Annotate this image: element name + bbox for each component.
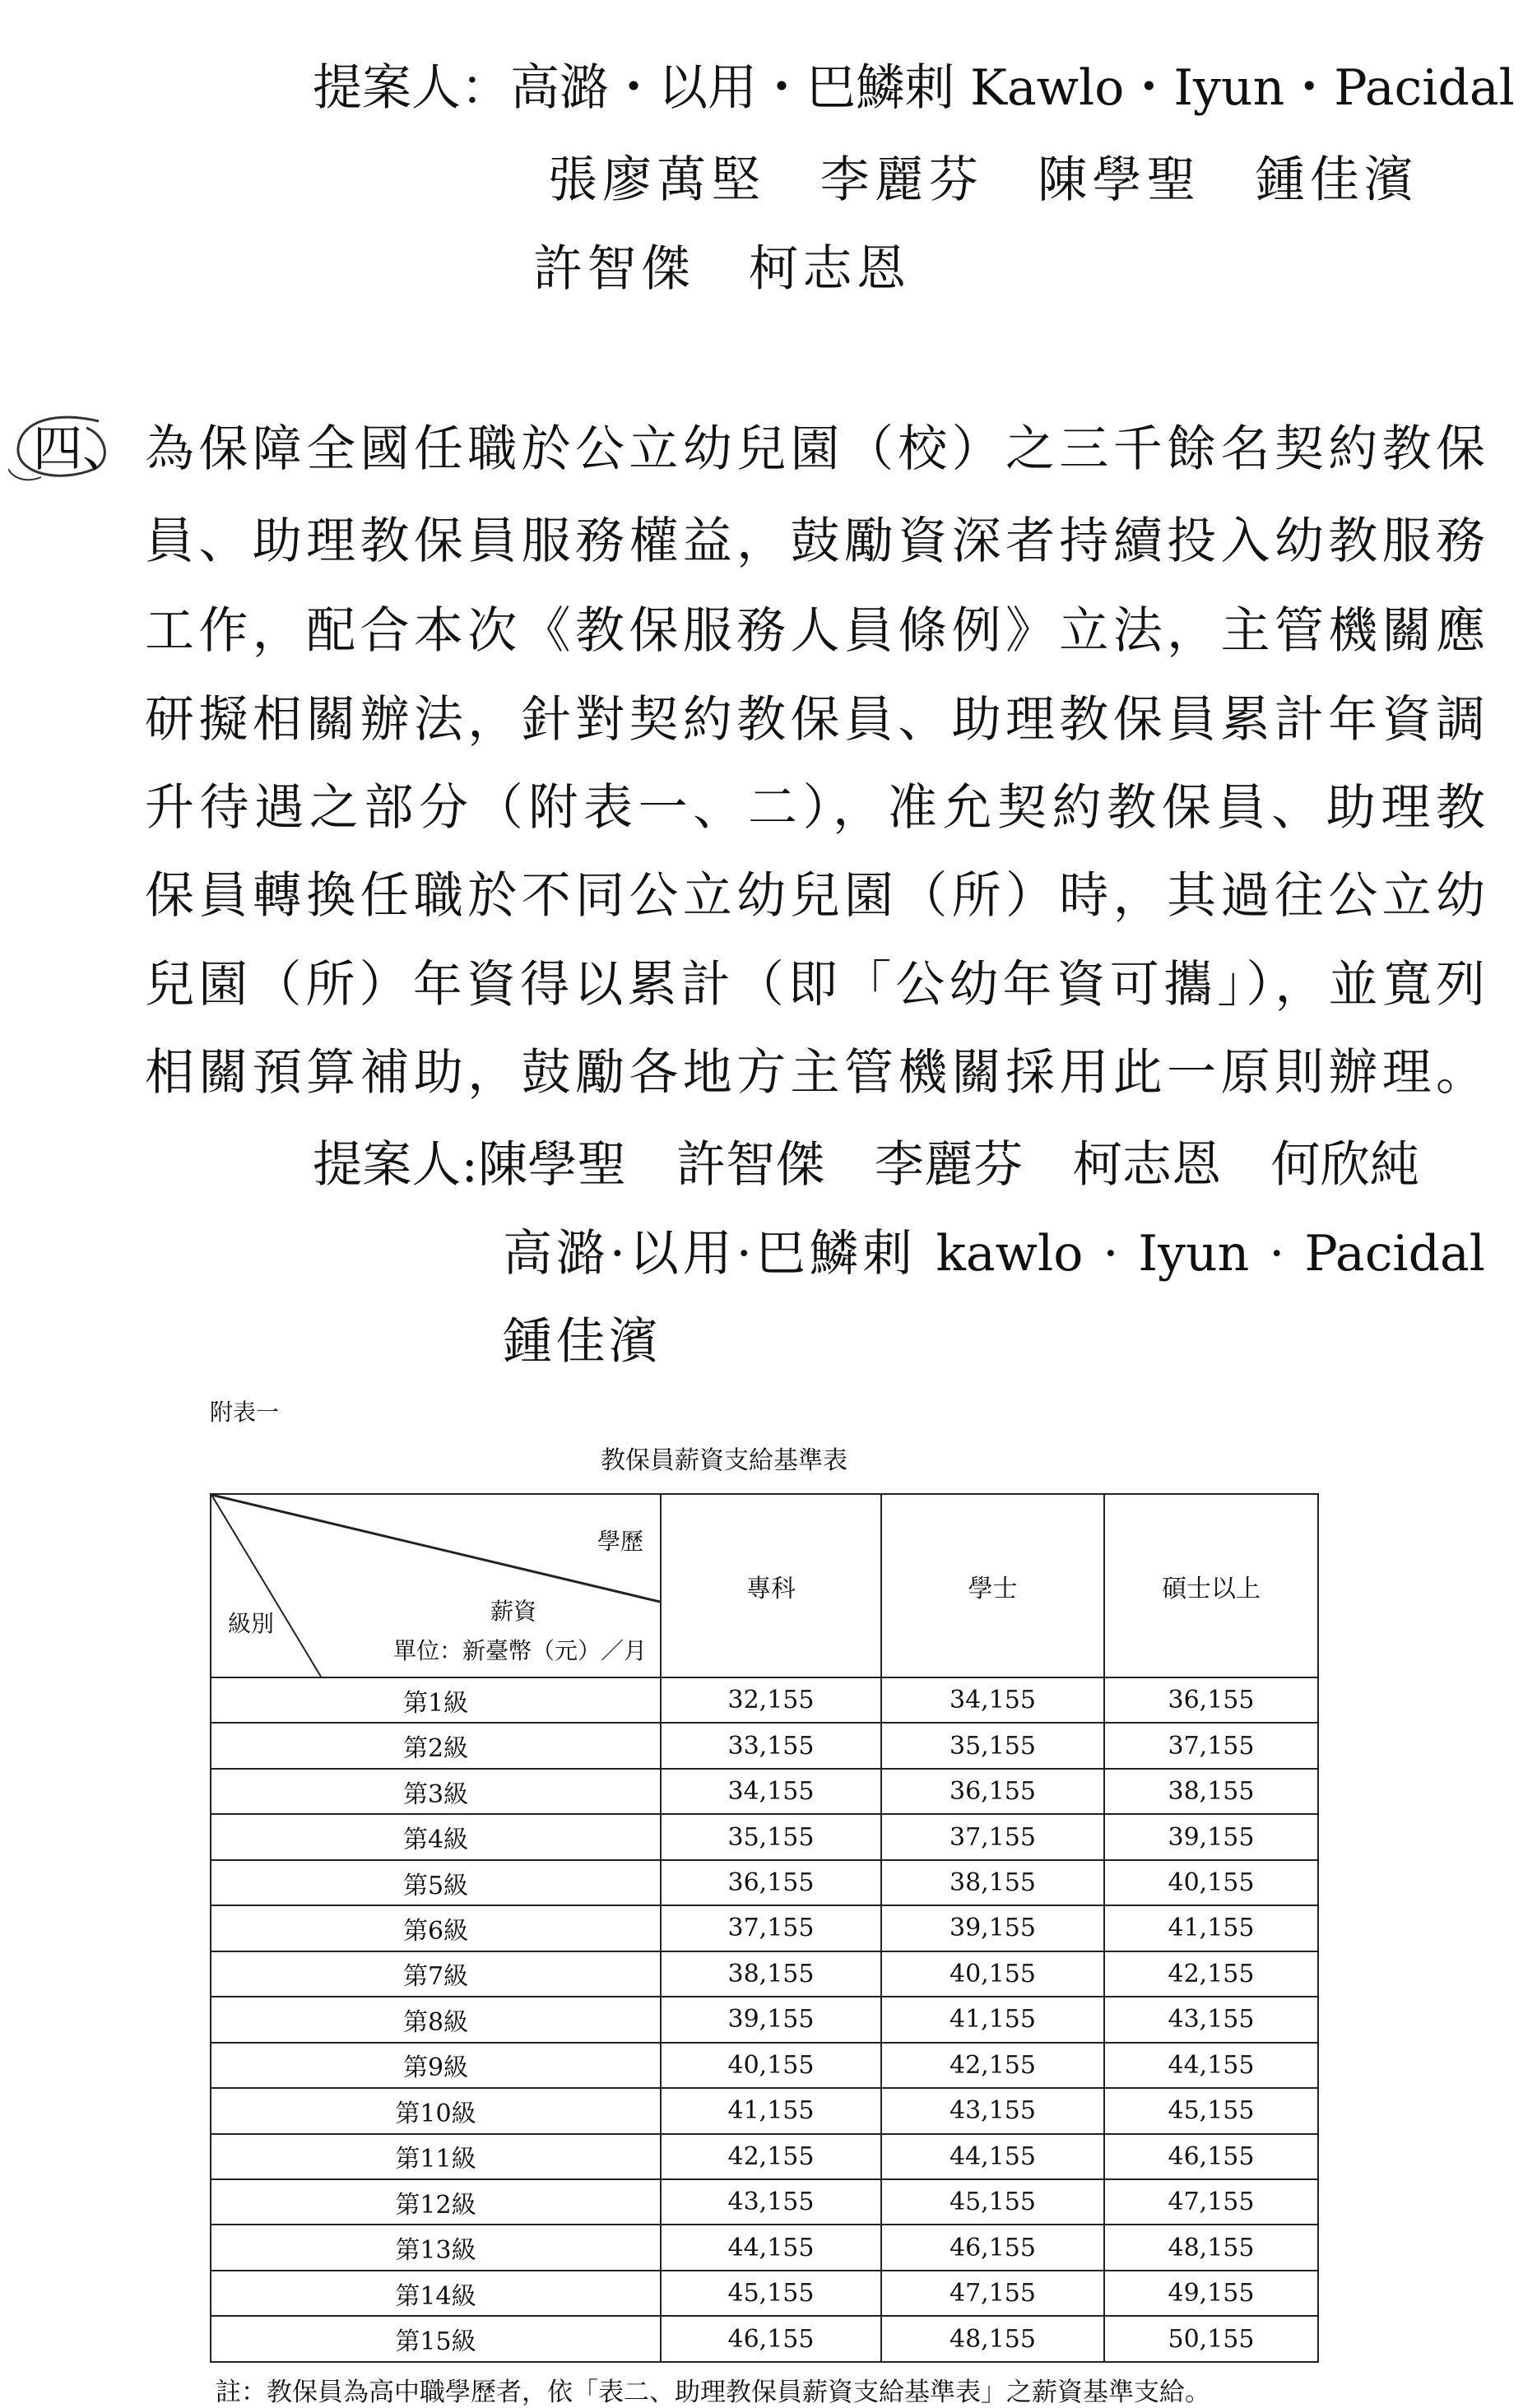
paragraph-line: 保員轉換任職於不同公立幼兒園（所）時，其過往公立幼: [145, 867, 1485, 925]
salary-cell: 48,155: [881, 2316, 1104, 2362]
salary-cell: 46,155: [661, 2316, 881, 2362]
table-row: [211, 1814, 1318, 1859]
level-cell: 第9級: [211, 2043, 661, 2088]
paragraph-line: 員、助理教保員服務權益，鼓勵資深者持續投入幼教服務: [145, 513, 1485, 570]
proposer-line: 提案人：高潞・以用・巴鱗剌 Kawlo・Iyun・Pacidal: [313, 59, 1515, 117]
salary-cell: 38,155: [881, 1860, 1104, 1905]
header-salary: 薪資: [490, 1598, 536, 1625]
salary-cell: 39,155: [661, 1997, 881, 2042]
salary-cell: 37,155: [1104, 1723, 1318, 1768]
table-row: [211, 2043, 1318, 2088]
salary-cell: 36,155: [1104, 1677, 1318, 1723]
salary-cell: 44,155: [661, 2225, 881, 2270]
paragraph-line: 工作，配合本次《教保服務人員條例》立法，主管機關應: [145, 602, 1485, 660]
salary-cell: 46,155: [1104, 2134, 1318, 2179]
salary-cell: 36,155: [661, 1860, 881, 1905]
paragraph-line: 研擬相關辦法，針對契約教保員、助理教保員累計年資調: [145, 691, 1485, 749]
item-number: 四、: [33, 420, 132, 478]
level-cell: 第6級: [211, 1905, 661, 1951]
salary-cell: 43,155: [881, 2088, 1104, 2133]
salary-table: [210, 1493, 1319, 2363]
table-row: [211, 1769, 1318, 1814]
table-row: [211, 1997, 1318, 2042]
table-row: [211, 1905, 1318, 1951]
salary-cell: 35,155: [881, 1723, 1104, 1768]
salary-cell: 38,155: [1104, 1769, 1318, 1814]
salary-cell: 33,155: [661, 1723, 881, 1768]
salary-cell: 45,155: [661, 2271, 881, 2316]
salary-cell: 40,155: [1104, 1860, 1318, 1905]
table-title: 教保員薪資支給基準表: [601, 1446, 847, 1475]
salary-cell: 47,155: [881, 2271, 1104, 2316]
table-row: [211, 1951, 1318, 1997]
salary-cell: 34,155: [661, 1769, 881, 1814]
salary-cell: 42,155: [661, 2134, 881, 2179]
paragraph-line: 相關預算補助，鼓勵各地方主管機關採用此一原則辦理。: [145, 1044, 1485, 1102]
level-cell: 第15級: [211, 2316, 661, 2362]
table-row: [211, 2134, 1318, 2179]
salary-cell: 32,155: [661, 1677, 881, 1723]
salary-cell: 48,155: [1104, 2225, 1318, 2270]
salary-cell: 42,155: [1104, 1951, 1318, 1997]
salary-cell: 44,155: [881, 2134, 1104, 2179]
level-cell: 第4級: [211, 1814, 661, 1859]
header-level: 級別: [228, 1610, 275, 1637]
salary-cell: 42,155: [881, 2043, 1104, 2088]
proposer-line: 許智傑 柯志恩: [533, 240, 906, 298]
salary-cell: 36,155: [881, 1769, 1104, 1814]
salary-cell: 46,155: [881, 2225, 1104, 2270]
paragraph-line: 兒園（所）年資得以累計（即「公幼年資可攜」），並寬列: [145, 956, 1485, 1014]
level-cell: 第7級: [211, 1951, 661, 1997]
salary-cell: 40,155: [661, 2043, 881, 2088]
salary-cell: 39,155: [881, 1905, 1104, 1951]
table-row: [211, 2271, 1318, 2316]
salary-cell: 40,155: [881, 1951, 1104, 1997]
header-unit: 單位：新臺幣（元）／月: [392, 1637, 647, 1664]
salary-cell: 45,155: [881, 2179, 1104, 2225]
salary-cell: 41,155: [1104, 1905, 1318, 1951]
paragraph-line: 為保障全國任職於公立幼兒園（校）之三千餘名契約教保: [145, 420, 1485, 478]
table-row: [211, 2225, 1318, 2270]
level-cell: 第5級: [211, 1860, 661, 1905]
level-cell: 第2級: [211, 1723, 661, 1768]
salary-cell: 49,155: [1104, 2271, 1318, 2316]
proposer-line: 提案人:陳學聖 許智傑 李麗芬 柯志恩 何欣純: [313, 1136, 1419, 1194]
level-cell: 第8級: [211, 1997, 661, 2042]
proposer-line: 張廖萬堅 李麗芬 陳學聖 鍾佳濱: [548, 151, 1414, 209]
header-education: 學歷: [597, 1528, 643, 1555]
table-note: 註：教保員為高中職學歷者，依「表二、助理教保員薪資支給基準表」之薪資基準支給。: [216, 2378, 1210, 2407]
table-row: [211, 2316, 1318, 2362]
salary-cell: 37,155: [881, 1814, 1104, 1859]
proposer-line: 高潞·以用·巴鱗剌 kawlo · Iyun · Pacidal: [503, 1225, 1485, 1283]
table-row: [211, 2179, 1318, 2225]
salary-cell: 35,155: [661, 1814, 881, 1859]
paragraph-line: 升待遇之部分（附表一、二），准允契約教保員、助理教: [145, 779, 1485, 837]
salary-cell: 38,155: [661, 1951, 881, 1997]
header-diagonal-cell: [211, 1494, 661, 1677]
proposer-line: 鍾佳濱: [503, 1313, 658, 1371]
column-header: 專科: [661, 1494, 881, 1677]
salary-cell: 41,155: [881, 1997, 1104, 2042]
level-cell: 第14級: [211, 2271, 661, 2316]
salary-cell: 39,155: [1104, 1814, 1318, 1859]
salary-cell: 50,155: [1104, 2316, 1318, 2362]
table-row: [211, 1860, 1318, 1905]
salary-cell: 41,155: [661, 2088, 881, 2133]
salary-cell: 37,155: [661, 1905, 881, 1951]
salary-cell: 45,155: [1104, 2088, 1318, 2133]
salary-cell: 47,155: [1104, 2179, 1318, 2225]
salary-cell: 43,155: [1104, 1997, 1318, 2042]
level-cell: 第11級: [211, 2134, 661, 2179]
table-label: 附表一: [210, 1399, 280, 1426]
table-row: [211, 2088, 1318, 2133]
level-cell: 第3級: [211, 1769, 661, 1814]
column-header: 學士: [881, 1494, 1104, 1677]
table-row: [211, 1723, 1318, 1768]
salary-cell: 43,155: [661, 2179, 881, 2225]
level-cell: 第13級: [211, 2225, 661, 2270]
salary-cell: 44,155: [1104, 2043, 1318, 2088]
level-cell: 第1級: [211, 1677, 661, 1723]
table-row: [211, 1677, 1318, 1723]
salary-cell: 34,155: [881, 1677, 1104, 1723]
level-cell: 第12級: [211, 2179, 661, 2225]
level-cell: 第10級: [211, 2088, 661, 2133]
column-header: 碩士以上: [1104, 1494, 1318, 1677]
